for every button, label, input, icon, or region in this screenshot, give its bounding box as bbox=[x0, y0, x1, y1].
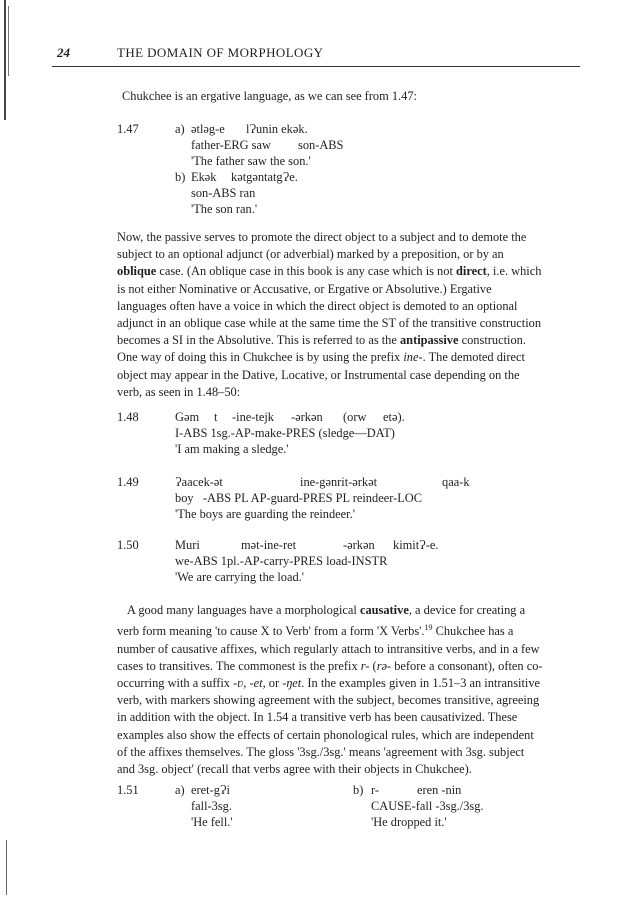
example-word: eren -nin bbox=[417, 783, 462, 797]
scan-edge-mark bbox=[6, 840, 7, 895]
example-number: 1.49 bbox=[117, 475, 139, 489]
example-label: a) bbox=[175, 122, 185, 136]
example-word: eret-gɁi bbox=[191, 783, 230, 797]
example-label: b) bbox=[175, 170, 186, 184]
body-paragraph: Now, the passive serves to promote the direct object to a subject and to demote the subject to an optional adjunct (or adverbial) marked by a preposition, or by an oblique case. (An oblique case in this book is any case which is not direct, i.e. which is not either Nominative or Accusative, or Ergative or Absolutive.) Ergative languages often have a voice in which the direct object is demoted to an optional adjunct in an oblique case while at the same time the ST of the transitive construction becomes a SI in the Absolutive. This is referred to as the antipassive construction. One way of doing this in Chukchee is by using the prefix ine-. The demoted direct object may appear in the Dative, Locative, or Instrumental case depending on the verb, as seen in 1.48–50: bbox=[117, 230, 542, 399]
example-gloss: father-ERG saw bbox=[191, 138, 271, 152]
example-translation: 'We are carrying the load.' bbox=[175, 570, 305, 584]
example-word: ətləg-e bbox=[191, 122, 225, 136]
example-gloss: boy -ABS PL AP-guard-PRES PL reindeer-LOC bbox=[175, 491, 422, 505]
example-word: -ərkən bbox=[291, 410, 323, 424]
example-label: a) bbox=[175, 783, 185, 797]
example-word: Gəm bbox=[175, 410, 200, 424]
example-word: kətgəntatgɁe. bbox=[231, 170, 298, 184]
example-gloss: son-ABS ran bbox=[191, 186, 256, 200]
example-number: 1.51 bbox=[117, 783, 139, 797]
example-translation: 'He dropped it.' bbox=[371, 815, 447, 829]
page-number: 24 bbox=[57, 45, 70, 60]
example-word: r- bbox=[371, 783, 380, 797]
example-gloss: CAUSE-fall -3sg./3sg. bbox=[371, 799, 484, 813]
example-word: Ekək bbox=[191, 170, 217, 184]
example-translation: 'The boys are guarding the reindeer.' bbox=[175, 507, 355, 521]
example-gloss: I-ABS 1sg.-AP-make-PRES (sledge—DAT) bbox=[175, 426, 395, 440]
example-gloss: son-ABS bbox=[298, 138, 344, 152]
running-title: THE DOMAIN OF MORPHOLOGY bbox=[117, 45, 324, 60]
example-word: kimitɁ-e. bbox=[393, 538, 439, 552]
example-word: -ine-tejk bbox=[232, 410, 274, 424]
example-gloss: fall-3sg. bbox=[191, 799, 232, 813]
example-translation: 'The father saw the son.' bbox=[191, 154, 311, 168]
example-label: b) bbox=[353, 783, 364, 797]
example-word: qaa-k bbox=[442, 475, 470, 489]
header-rule bbox=[52, 66, 580, 67]
example-word: mət-ine-ret bbox=[241, 538, 297, 552]
body-paragraph: A good many languages have a morphological causative, a device for creating a verb form meaning 'to cause X to Verb' from a form 'X Verbs'.$^{19}$ Chukchee has a number of causative affixes, which regularly attach to intransitive verbs, and in a few cases to transitives. The commonest is the prefix r- (rə- before a consonant), often co- occurring with a suffix -ʋ, -et, or -ŋet. In the examples given in 1.51–3 an intransitive verb, with markers showing agreement with the subject, becomes transitive, agreeing in addition with the object. In 1.54 a transitive verb has been causativized. These examples also show the effects of certain phonological rules, which are independent of the affixes themselves. The gloss '3sg./3sg.' means 'agreement with 3sg. subject and 3sg. object' (recall that verbs agree with their objects in Chukchee). bbox=[117, 603, 543, 776]
example-word: (orw bbox=[343, 410, 367, 424]
example-translation: 'The son ran.' bbox=[191, 202, 258, 216]
example-number: 1.48 bbox=[117, 410, 139, 424]
example-word: Ɂaacek-ət bbox=[175, 475, 223, 489]
scan-edge-mark bbox=[4, 0, 6, 120]
example-word: lɁunin ekək. bbox=[246, 122, 308, 136]
example-word: ine-gənrit-ərkət bbox=[300, 475, 378, 489]
example-number: 1.47 bbox=[117, 122, 139, 136]
example-word: t bbox=[214, 410, 218, 424]
example-gloss: we-ABS 1pl.-AP-carry-PRES load-INSTR bbox=[175, 554, 388, 568]
example-number: 1.50 bbox=[117, 538, 139, 552]
example-word: -ərkən bbox=[343, 538, 375, 552]
example-translation: 'I am making a sledge.' bbox=[175, 442, 289, 456]
intro-sentence: Chukchee is an ergative language, as we can see from 1.47: bbox=[122, 89, 417, 103]
example-translation: 'He fell.' bbox=[191, 815, 233, 829]
scan-edge-mark bbox=[8, 6, 9, 76]
example-word: etə). bbox=[383, 410, 405, 424]
example-word: Muri bbox=[175, 538, 200, 552]
